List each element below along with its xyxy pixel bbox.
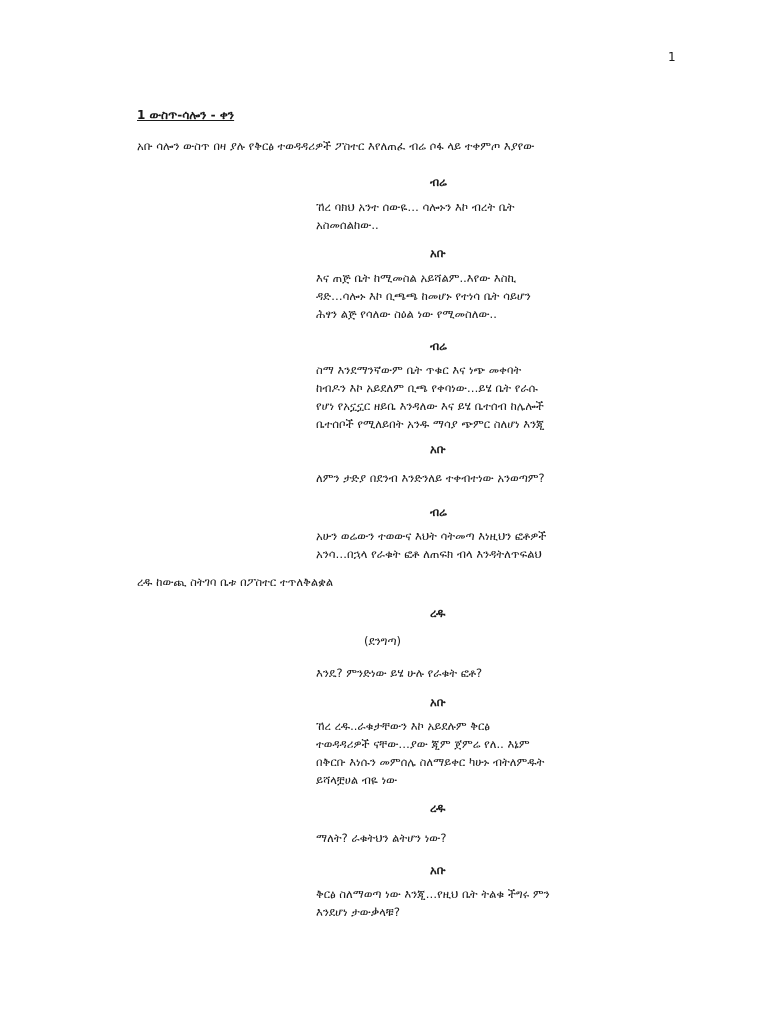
- character-name: ረዱ: [430, 606, 446, 620]
- dialogue-line: ዳድ…ሳሎኑ እኮ ቢጫጫ ከመሆኑ የተነሳ ቤት ሳይሆን: [316, 289, 531, 303]
- dialogue: [316, 885, 606, 921]
- character-name: አቡ: [430, 695, 446, 709]
- dialogue-line: አሁን ወሬውን ተወውና እህት ሳትመጣ እነዚህን ፎቶዎች: [316, 529, 547, 543]
- character-name: አቡ: [430, 246, 446, 260]
- scene-heading: 1 ውስጥ-ሳሎን - ቀን: [137, 108, 235, 122]
- dialogue: [316, 361, 606, 433]
- dialogue-line: እንደሆነ ታውቃላቹ?: [316, 905, 400, 919]
- character-name: አቡ: [430, 863, 446, 877]
- dialogue-line: ይሻላቿሀል ብዬ ነው: [316, 773, 398, 787]
- dialogue-line: ቤተሰቦች የሚለይበት አንዱ ማሳያ ጭምር ስለሆነ እንጂ: [316, 417, 545, 431]
- dialogue-line: ከብዶን እኮ አይደለም ቢጫ የቀባነው…ይሄ ቤት የራሱ: [316, 381, 538, 395]
- dialogue-line: ስማ እንደማንኛውም ቤት ጥቁር እና ነጭ መቀባት: [316, 363, 522, 377]
- dialogue-line: የሆነ የአኗኗር ዘይቤ እንዳለው እና ይሄ ቤተሰብ ከሌሎች: [316, 399, 544, 413]
- character-name: ብሬ: [430, 175, 447, 189]
- dialogue-line: አስመሰልከው..: [316, 218, 379, 232]
- dialogue-line: በቅርቡ እነሱን መምሰሌ ስለማይቀር ካሁኑ ብትለምዱት: [316, 755, 545, 769]
- dialogue: [316, 469, 606, 487]
- dialogue-line: ማለት? ራቁትህን ልትሆን ነው?: [316, 831, 447, 845]
- dialogue-line: እና ጠጅ ቤት ከሚመስል አይሻልም..እየው እስኪ: [316, 271, 517, 285]
- dialogue: [316, 527, 606, 563]
- character-name: አቡ: [430, 442, 446, 456]
- dialogue-line: ቅርፅ ስለማወጣ ነው እንጂ…የዚህ ቤት ትልቁ ችግሩ ምን: [316, 887, 550, 901]
- character-name: ብሬ: [430, 339, 447, 353]
- page-number: 1: [668, 50, 676, 64]
- dialogue: [316, 269, 606, 323]
- dialogue-line: ለምን ታድያ በደንብ እንድንለይ ተቀብተነው አንወጣም?: [316, 471, 545, 485]
- action-line: ረዱ ከውጪ ስትገባ ቤቱ በፖስተር ተጥለቅልቋል: [137, 575, 334, 589]
- dialogue-line: አንሳ…በኋላ የራቁት ፎቶ ለጠፍክ ብላ እንዳትለጥፍልህ: [316, 547, 542, 561]
- dialogue-line: ሕፃን ልጅ የሳለው ስዕል ነው የሚመስለው..: [316, 307, 497, 321]
- action-line: አቡ ሳሎን ውስጥ በዛ ያሉ የቅርፅ ተወዳዳሪዎች ፖስተር እየለጠፈ ብሬ ሶፋ ላይ ተቀምጦ እያየው: [137, 139, 535, 153]
- parenthetical: (ደንግጣ): [364, 634, 402, 648]
- character-name: ረዱ: [430, 801, 446, 815]
- dialogue: [316, 664, 606, 682]
- dialogue-line: ኸረ ረዱ..ራቁታቸውን እኮ አይደሉም ቅርፅ: [316, 719, 490, 733]
- character-name: ብሬ: [430, 505, 447, 519]
- dialogue: [316, 198, 606, 234]
- dialogue: [316, 717, 606, 789]
- dialogue: [316, 829, 606, 847]
- dialogue-line: ተወዳዳሪዎች ናቸው…ያው ጂም ጀምሬ የለ.. እኔም: [316, 737, 530, 751]
- dialogue-line: እንዴ? ምንድነው ይሄ ሁሉ የራቁት ፎቶ?: [316, 666, 483, 680]
- dialogue-line: ኸረ ባክህ አንተ ሰውዬ… ሳሎኑን እኮ ብረት ቤት: [316, 200, 515, 214]
